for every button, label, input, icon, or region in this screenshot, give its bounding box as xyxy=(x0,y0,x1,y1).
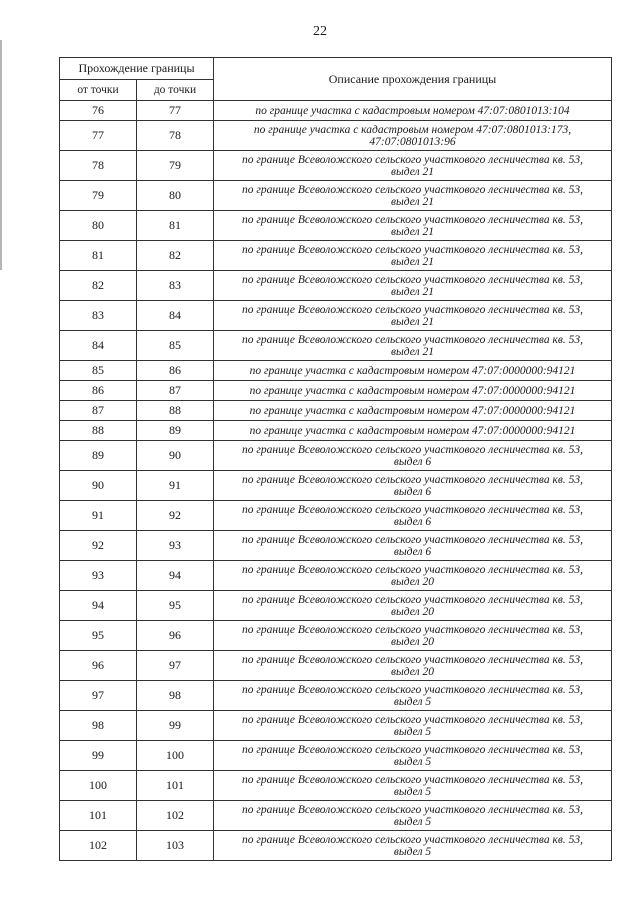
description-line: выдел 6 xyxy=(393,515,432,528)
from-point-cell: 102 xyxy=(60,831,137,861)
description-line: по границе Всеволожского сельского участкового лесничества кв. 53, xyxy=(242,303,583,316)
description-line: по границе участка с кадастровым номером 47:07:0801013:104 xyxy=(255,104,570,117)
description-line: по границе Всеволожского сельского участкового лесничества кв. 53, xyxy=(242,273,583,286)
from-point-cell: 83 xyxy=(60,301,137,331)
description-line: выдел 21 xyxy=(391,165,434,178)
table-row xyxy=(60,211,612,241)
description-cell xyxy=(214,561,612,591)
table-row xyxy=(60,501,612,531)
from-point-cell: 82 xyxy=(60,271,137,301)
table-row xyxy=(60,621,612,651)
description-cell xyxy=(214,741,612,771)
table-body xyxy=(60,101,612,861)
description-line: выдел 5 xyxy=(393,815,432,828)
description-cell xyxy=(214,101,612,121)
description-cell xyxy=(214,121,612,151)
table-row xyxy=(60,741,612,771)
from-point-cell: 100 xyxy=(60,771,137,801)
from-point-cell: 78 xyxy=(60,151,137,181)
to-point-cell: 87 xyxy=(137,381,214,401)
from-point-cell: 88 xyxy=(60,421,137,441)
table-row xyxy=(60,651,612,681)
boundary-table xyxy=(59,57,612,861)
description-line: по границе Всеволожского сельского участкового лесничества кв. 53, xyxy=(242,213,583,226)
to-point-cell: 81 xyxy=(137,211,214,241)
description-line: по границе Всеволожского сельского участкового лесничества кв. 53, xyxy=(242,473,583,486)
description-line: по границе участка с кадастровым номером 47:07:0000000:94121 xyxy=(249,424,576,437)
from-point-cell: 81 xyxy=(60,241,137,271)
description-cell xyxy=(214,421,612,441)
to-point-cell: 101 xyxy=(137,771,214,801)
table-row xyxy=(60,241,612,271)
description-cell xyxy=(214,241,612,271)
description-line: по границе участка с кадастровым номером 47:07:0000000:94121 xyxy=(249,384,576,397)
description-line: по границе Всеволожского сельского участкового лесничества кв. 53, xyxy=(242,443,583,456)
table-row xyxy=(60,801,612,831)
description-line: выдел 20 xyxy=(391,605,434,618)
table-row xyxy=(60,681,612,711)
description-line: по границе Всеволожского сельского участкового лесничества кв. 53, xyxy=(242,503,583,516)
description-line: по границе Всеволожского сельского участкового лесничества кв. 53, xyxy=(242,593,583,606)
description-line: по границе Всеволожского сельского участкового лесничества кв. 53, xyxy=(242,743,583,756)
description-line: выдел 21 xyxy=(391,345,434,358)
from-point-cell: 89 xyxy=(60,441,137,471)
page-number: 22 xyxy=(313,24,327,39)
from-point-cell: 87 xyxy=(60,401,137,421)
to-point-cell: 97 xyxy=(137,651,214,681)
description-cell xyxy=(214,681,612,711)
description-line: по границе участка с кадастровым номером 47:07:0000000:94121 xyxy=(249,364,576,377)
to-point-cell: 86 xyxy=(137,361,214,381)
description-cell xyxy=(214,271,612,301)
description-cell xyxy=(214,651,612,681)
to-point-cell: 79 xyxy=(137,151,214,181)
description-line: по границе Всеволожского сельского участкового лесничества кв. 53, xyxy=(242,713,583,726)
from-point-cell: 92 xyxy=(60,531,137,561)
to-point-cell: 77 xyxy=(137,101,214,121)
table-row xyxy=(60,831,612,861)
description-line: выдел 5 xyxy=(393,755,432,768)
description-line: по границе Всеволожского сельского участкового лесничества кв. 53, xyxy=(242,533,583,546)
table-row xyxy=(60,101,612,121)
description-line: по границе Всеволожского сельского участкового лесничества кв. 53, xyxy=(242,803,583,816)
to-point-cell: 94 xyxy=(137,561,214,591)
description-cell xyxy=(214,831,612,861)
description-cell xyxy=(214,401,612,421)
to-point-cell: 78 xyxy=(137,121,214,151)
description-cell xyxy=(214,381,612,401)
description-line: выдел 20 xyxy=(391,665,434,678)
description-line: по границе Всеволожского сельского участкового лесничества кв. 53, xyxy=(242,773,583,786)
table-row xyxy=(60,561,612,591)
to-point-cell: 80 xyxy=(137,181,214,211)
description-line: по границе участка с кадастровым номером 47:07:0000000:94121 xyxy=(249,404,576,417)
to-point-cell: 85 xyxy=(137,331,214,361)
table-row xyxy=(60,271,612,301)
table-row xyxy=(60,381,612,401)
description-cell xyxy=(214,501,612,531)
from-point-cell: 86 xyxy=(60,381,137,401)
description-cell xyxy=(214,591,612,621)
description-cell xyxy=(214,471,612,501)
description-line: по границе участка с кадастровым номером 47:07:0801013:173, xyxy=(253,123,572,136)
to-point-cell: 84 xyxy=(137,301,214,331)
header-from-point: от точки xyxy=(60,80,137,101)
from-point-cell: 94 xyxy=(60,591,137,621)
description-line: выдел 6 xyxy=(393,485,432,498)
table-row xyxy=(60,301,612,331)
description-cell xyxy=(214,361,612,381)
table-row xyxy=(60,401,612,421)
description-cell xyxy=(214,621,612,651)
from-point-cell: 76 xyxy=(60,101,137,121)
description-line: выдел 6 xyxy=(393,455,432,468)
description-line: выдел 20 xyxy=(391,635,434,648)
description-line: по границе Всеволожского сельского участкового лесничества кв. 53, xyxy=(242,683,583,696)
to-point-cell: 88 xyxy=(137,401,214,421)
description-line: по границе Всеволожского сельского участкового лесничества кв. 53, xyxy=(242,153,583,166)
description-line: по границе Всеволожского сельского участкового лесничества кв. 53, xyxy=(242,653,583,666)
table-row xyxy=(60,181,612,211)
from-point-cell: 95 xyxy=(60,621,137,651)
description-cell xyxy=(214,771,612,801)
from-point-cell: 101 xyxy=(60,801,137,831)
from-point-cell: 96 xyxy=(60,651,137,681)
table-row xyxy=(60,711,612,741)
from-point-cell: 84 xyxy=(60,331,137,361)
description-line: выдел 5 xyxy=(393,845,432,858)
description-line: по границе Всеволожского сельского участкового лесничества кв. 53, xyxy=(242,243,583,256)
to-point-cell: 82 xyxy=(137,241,214,271)
table-row xyxy=(60,151,612,181)
to-point-cell: 93 xyxy=(137,531,214,561)
table-row xyxy=(60,771,612,801)
header-to-point: до точки xyxy=(137,80,214,101)
table-row xyxy=(60,361,612,381)
from-point-cell: 90 xyxy=(60,471,137,501)
from-point-cell: 97 xyxy=(60,681,137,711)
description-cell xyxy=(214,331,612,361)
from-point-cell: 99 xyxy=(60,741,137,771)
description-line: выдел 5 xyxy=(393,695,432,708)
from-point-cell: 98 xyxy=(60,711,137,741)
table-row xyxy=(60,531,612,561)
description-line: выдел 21 xyxy=(391,315,434,328)
from-point-cell: 77 xyxy=(60,121,137,151)
to-point-cell: 90 xyxy=(137,441,214,471)
from-point-cell: 79 xyxy=(60,181,137,211)
table-row xyxy=(60,421,612,441)
from-point-cell: 93 xyxy=(60,561,137,591)
description-line: выдел 5 xyxy=(393,725,432,738)
header-description: Описание прохождения границы xyxy=(214,58,612,101)
to-point-cell: 100 xyxy=(137,741,214,771)
description-line: выдел 21 xyxy=(391,255,434,268)
scan-edge-mark xyxy=(0,40,2,270)
description-cell xyxy=(214,711,612,741)
to-point-cell: 98 xyxy=(137,681,214,711)
description-line: выдел 20 xyxy=(391,575,434,588)
header-boundary-passage: Прохождение границы xyxy=(60,58,214,80)
description-line: выдел 5 xyxy=(393,785,432,798)
description-cell xyxy=(214,301,612,331)
description-line: по границе Всеволожского сельского участкового лесничества кв. 53, xyxy=(242,183,583,196)
to-point-cell: 96 xyxy=(137,621,214,651)
to-point-cell: 103 xyxy=(137,831,214,861)
to-point-cell: 92 xyxy=(137,501,214,531)
table-row xyxy=(60,331,612,361)
to-point-cell: 89 xyxy=(137,421,214,441)
table-row xyxy=(60,591,612,621)
table-row xyxy=(60,441,612,471)
description-cell xyxy=(214,151,612,181)
description-line: по границе Всеволожского сельского участкового лесничества кв. 53, xyxy=(242,333,583,346)
to-point-cell: 83 xyxy=(137,271,214,301)
description-cell xyxy=(214,441,612,471)
description-line: по границе Всеволожского сельского участкового лесничества кв. 53, xyxy=(242,563,583,576)
from-point-cell: 85 xyxy=(60,361,137,381)
description-cell xyxy=(214,211,612,241)
from-point-cell: 91 xyxy=(60,501,137,531)
to-point-cell: 99 xyxy=(137,711,214,741)
description-line: выдел 21 xyxy=(391,225,434,238)
description-cell xyxy=(214,181,612,211)
description-line: по границе Всеволожского сельского участкового лесничества кв. 53, xyxy=(242,833,583,846)
table-row xyxy=(60,471,612,501)
from-point-cell: 80 xyxy=(60,211,137,241)
to-point-cell: 102 xyxy=(137,801,214,831)
description-line: выдел 6 xyxy=(393,545,432,558)
description-line: выдел 21 xyxy=(391,285,434,298)
description-cell xyxy=(214,531,612,561)
table-row xyxy=(60,121,612,151)
description-line: выдел 21 xyxy=(391,195,434,208)
to-point-cell: 91 xyxy=(137,471,214,501)
description-cell xyxy=(214,801,612,831)
description-line: по границе Всеволожского сельского участкового лесничества кв. 53, xyxy=(242,623,583,636)
to-point-cell: 95 xyxy=(137,591,214,621)
description-line: 47:07:0801013:96 xyxy=(369,135,456,148)
